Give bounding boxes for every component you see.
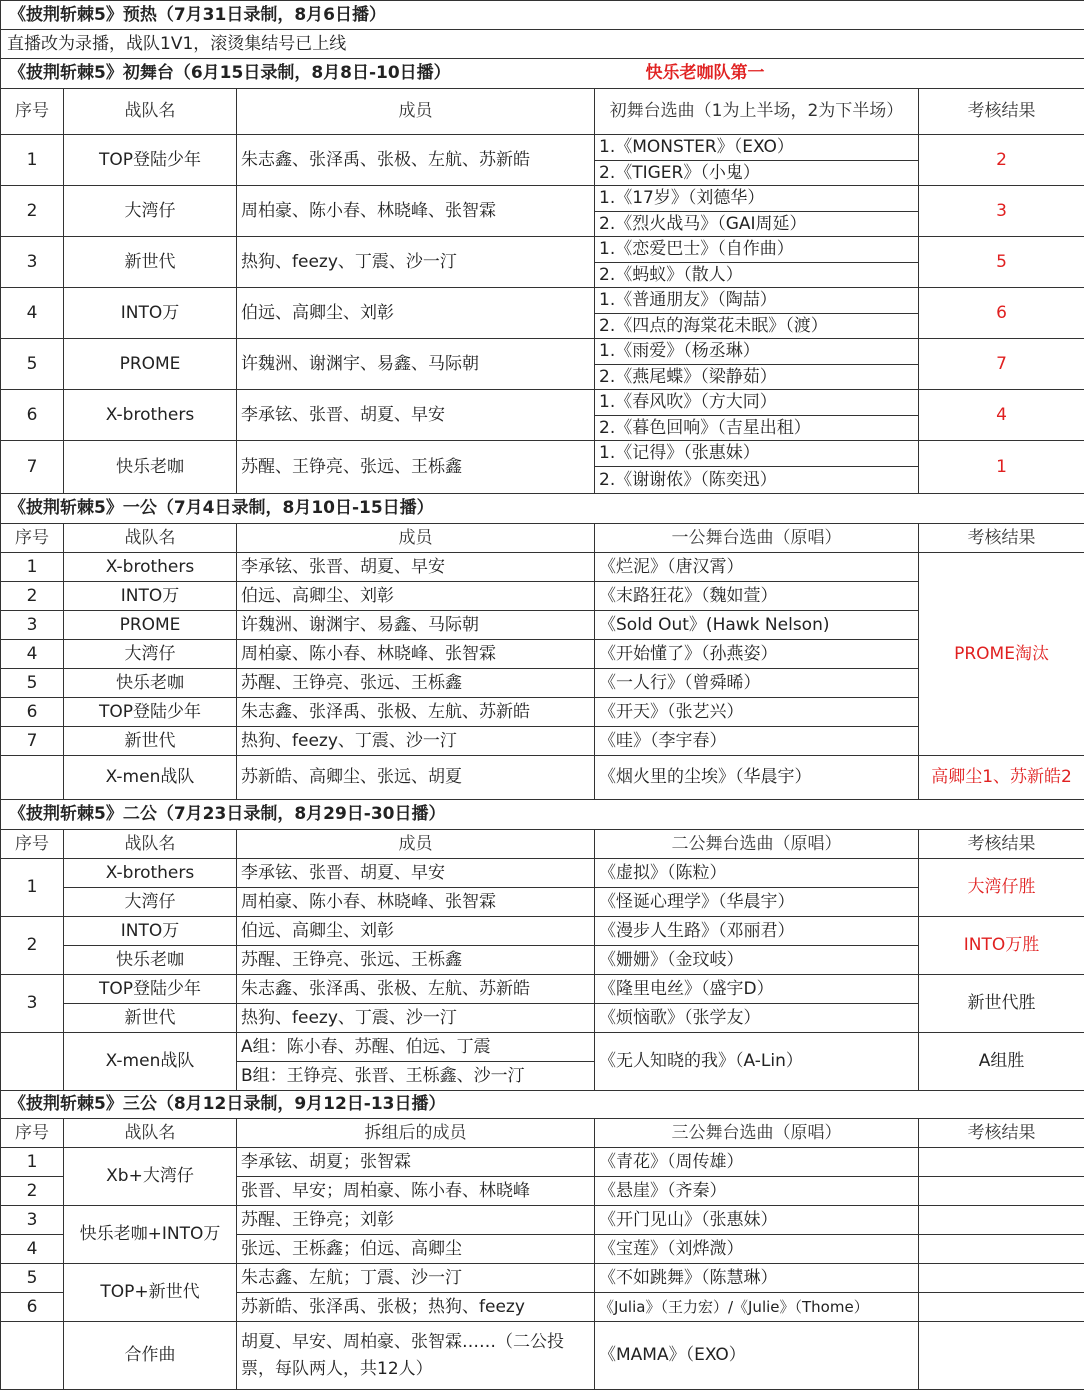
team-name: INTO万: [64, 582, 237, 611]
members: 伯远、高卿尘、刘彰: [237, 288, 595, 339]
song: 《Julia》（王力宏）/《Julie》（Thome）: [595, 1293, 919, 1322]
result: [919, 1235, 1084, 1264]
team-name: INTO万: [64, 288, 237, 339]
members: 李承铉、张晋、胡夏、早安: [237, 553, 595, 582]
song: 《宝莲》（刘烨溦）: [595, 1235, 919, 1264]
result: 大湾仔胜: [919, 859, 1084, 917]
result: PROME淘汰: [919, 553, 1084, 756]
column-header: 初舞台选曲（1为上半场，2为下半场）: [595, 89, 919, 135]
result: 4: [919, 390, 1084, 441]
row-number: 6: [1, 698, 64, 727]
song: 《开天》（张艺兴）: [595, 698, 919, 727]
members: 伯远、高卿尘、刘彰: [237, 917, 595, 946]
team-name: TOP登陆少年: [64, 975, 237, 1004]
row-number: 3: [1, 975, 64, 1033]
song-first-half: 1.《雨爱》（杨丞琳）: [595, 339, 918, 364]
column-header: 序号: [1, 830, 64, 859]
song-first-half: 1.《MONSTER》（EXO）: [595, 135, 918, 160]
section-title-text: 《披荆斩棘5》初舞台（6月15日录制，8月8日-10日播）: [9, 63, 451, 83]
team-name: 大湾仔: [64, 186, 237, 237]
members: 苏新皓、张泽禹、张极；热狗、feezy: [237, 1293, 595, 1322]
team-name: 合作曲: [64, 1322, 237, 1390]
song: 《不如跳舞》（陈慧琳）: [595, 1264, 919, 1293]
column-header: 拆组后的成员: [237, 1119, 595, 1148]
row-number: 6: [1, 1293, 64, 1322]
column-header: 战队名: [64, 830, 237, 859]
song-first-half: 1.《普通朋友》（陶喆）: [595, 288, 918, 313]
song: 《一人行》（曾舜晞）: [595, 669, 919, 698]
team-name: X-brothers: [64, 390, 237, 441]
column-header: 考核结果: [919, 1119, 1084, 1148]
song: 《末路狂花》（魏如萱）: [595, 582, 919, 611]
members: 朱志鑫、左航；丁震、沙一汀: [237, 1264, 595, 1293]
column-header: 三公舞台选曲（原唱）: [595, 1119, 919, 1148]
highlight-text: 快乐老咖队第一: [646, 65, 765, 82]
members: 热狗、feezy、丁震、沙一汀: [237, 237, 595, 288]
members: 李承铉、张晋、胡夏、早安: [237, 390, 595, 441]
song-second-half: 2.《烈火战马》（GAI周延）: [595, 211, 918, 236]
row-number: 2: [1, 917, 64, 975]
column-header: 成员: [237, 524, 595, 553]
members: 周柏豪、陈小春、林晓峰、张智霖: [237, 186, 595, 237]
song-cell: [595, 288, 919, 339]
members: 李承铉、胡夏；张智霖: [237, 1148, 595, 1177]
song-second-half: 2.《暮色回响》（吉星出租）: [595, 415, 918, 440]
team-name: 快乐老咖: [64, 441, 237, 494]
song: 《烦恼歌》（张学友）: [595, 1004, 919, 1033]
row-number: 1: [1, 553, 64, 582]
team-name: X-men战队: [64, 1033, 237, 1091]
column-header: 序号: [1, 524, 64, 553]
song: 《Sold Out》(Hawk Nelson): [595, 611, 919, 640]
song: 《开始懂了》（孙燕姿）: [595, 640, 919, 669]
row-number: 1: [1, 135, 64, 186]
members: 朱志鑫、张泽禹、张极、左航、苏新皓: [237, 135, 595, 186]
song-first-half: 1.《恋爱巴士》（自作曲）: [595, 237, 918, 262]
members: 周柏豪、陈小春、林晓峰、张智霖: [237, 640, 595, 669]
result: 新世代胜: [919, 975, 1084, 1033]
column-header: 战队名: [64, 89, 237, 135]
song-cell: [595, 237, 919, 288]
row-number: 2: [1, 186, 64, 237]
section-title: 《披荆斩棘5》二公（7月23日录制，8月29日-30日播）: [1, 800, 1084, 830]
result: [919, 1264, 1084, 1293]
song: 《怪诞心理学》（华晨宇）: [595, 888, 919, 917]
song: 《青花》（周传雄）: [595, 1148, 919, 1177]
row-number: 7: [1, 727, 64, 756]
song: 《开门见山》（张惠妹）: [595, 1206, 919, 1235]
team-name: X-men战队: [64, 756, 237, 800]
song-first-half: 1.《17岁》（刘德华）: [595, 186, 918, 211]
column-header: 战队名: [64, 524, 237, 553]
members: 朱志鑫、张泽禹、张极、左航、苏新皓: [237, 698, 595, 727]
members: 张远、王栎鑫；伯远、高卿尘: [237, 1235, 595, 1264]
members: 伯远、高卿尘、刘彰: [237, 582, 595, 611]
row-number: 7: [1, 441, 64, 494]
members: 李承铉、张晋、胡夏、早安: [237, 859, 595, 888]
row-number: 5: [1, 669, 64, 698]
team-name: TOP+新世代: [64, 1264, 237, 1322]
team-name: 新世代: [64, 727, 237, 756]
members: 胡夏、早安、周柏豪、张智霖……（二公投票，每队两人，共12人）: [237, 1322, 595, 1390]
members: 周柏豪、陈小春、林晓峰、张智霖: [237, 888, 595, 917]
members-group-a: A组：陈小春、苏醒、伯远、丁震: [237, 1033, 595, 1062]
team-name: TOP登陆少年: [64, 698, 237, 727]
row-number: 5: [1, 339, 64, 390]
song-first-half: 1.《春风吹》（方大同）: [595, 390, 918, 415]
result: [919, 1148, 1084, 1177]
column-header: 序号: [1, 1119, 64, 1148]
team-name: PROME: [64, 339, 237, 390]
song: 《无人知晓的我》（A-Lin）: [595, 1033, 919, 1091]
members: 苏醒、王铮亮、张远、王栎鑫: [237, 946, 595, 975]
result: 1: [919, 441, 1084, 494]
result: 7: [919, 339, 1084, 390]
result: 3: [919, 186, 1084, 237]
song-cell: [595, 390, 919, 441]
song: 《漫步人生路》（邓丽君）: [595, 917, 919, 946]
row-number: 6: [1, 390, 64, 441]
row-number: 4: [1, 640, 64, 669]
team-name: PROME: [64, 611, 237, 640]
column-header: 一公舞台选曲（原唱）: [595, 524, 919, 553]
song-cell: [595, 441, 919, 494]
song: 《烂泥》（唐汉霄）: [595, 553, 919, 582]
row-number: 4: [1, 288, 64, 339]
team-name: 快乐老咖+INTO万: [64, 1206, 237, 1264]
members: 张晋、早安；周柏豪、陈小春、林晓峰: [237, 1177, 595, 1206]
song-second-half: 2.《蚂蚁》（散人）: [595, 262, 918, 287]
row-number: 1: [1, 859, 64, 917]
row-number: 3: [1, 611, 64, 640]
column-header: 战队名: [64, 1119, 237, 1148]
song: 《隆里电丝》（盛宇D）: [595, 975, 919, 1004]
row-number: 3: [1, 237, 64, 288]
row-number: [1, 1322, 64, 1390]
result: 高卿尘1、苏新皓2: [919, 756, 1084, 800]
team-name: 大湾仔: [64, 640, 237, 669]
song-second-half: 2.《谢谢侬》（陈奕迅）: [595, 466, 918, 493]
song-cell: [595, 135, 919, 186]
song-cell: [595, 339, 919, 390]
members-group-b: B组：王铮亮、张晋、王栎鑫、沙一汀: [237, 1062, 595, 1091]
result: 5: [919, 237, 1084, 288]
members: 苏新皓、高卿尘、张远、胡夏: [237, 756, 595, 800]
song: 《哇》（李宇春）: [595, 727, 919, 756]
members: 朱志鑫、张泽禹、张极、左航、苏新皓: [237, 975, 595, 1004]
row-number: 5: [1, 1264, 64, 1293]
column-header: 二公舞台选曲（原唱）: [595, 830, 919, 859]
row-number: 1: [1, 1148, 64, 1177]
section-title: [1, 59, 1084, 89]
team-name: 新世代: [64, 237, 237, 288]
row-number: [1, 1033, 64, 1091]
song-first-half: 1.《记得》（张惠妹）: [595, 441, 918, 466]
members: 苏醒、王铮亮、张远、王栎鑫: [237, 669, 595, 698]
song-second-half: 2.《四点的海棠花未眠》（渡）: [595, 313, 918, 338]
section-title: 《披荆斩棘5》预热（7月31日录制，8月6日播）: [1, 1, 1084, 30]
column-header: 考核结果: [919, 89, 1084, 135]
team-name: 大湾仔: [64, 888, 237, 917]
members: 热狗、feezy、丁震、沙一汀: [237, 727, 595, 756]
result: 6: [919, 288, 1084, 339]
team-name: X-brothers: [64, 553, 237, 582]
result: [919, 1177, 1084, 1206]
members: 许魏洲、谢渊宇、易鑫、马际朝: [237, 339, 595, 390]
song: 《姗姗》（金玟岐）: [595, 946, 919, 975]
team-name: Xb+大湾仔: [64, 1148, 237, 1206]
team-name: X-brothers: [64, 859, 237, 888]
column-header: 考核结果: [919, 830, 1084, 859]
row-number: 4: [1, 1235, 64, 1264]
row-number: 2: [1, 1177, 64, 1206]
row-number: [1, 756, 64, 800]
members: 许魏洲、谢渊宇、易鑫、马际朝: [237, 611, 595, 640]
column-header: 成员: [237, 89, 595, 135]
team-name: TOP登陆少年: [64, 135, 237, 186]
row-number: 3: [1, 1206, 64, 1235]
section-title: 《披荆斩棘5》一公（7月4日录制，8月10日-15日播）: [1, 494, 1084, 524]
column-header: 序号: [1, 89, 64, 135]
team-name: 新世代: [64, 1004, 237, 1033]
members: 苏醒、王铮亮、张远、王栎鑫: [237, 441, 595, 494]
result: INTO万胜: [919, 917, 1084, 975]
members: 苏醒、王铮亮；刘彰: [237, 1206, 595, 1235]
song: 《烟火里的尘埃》（华晨宇）: [595, 756, 919, 800]
result: A组胜: [919, 1033, 1084, 1091]
result: 2: [919, 135, 1084, 186]
section-title: 《披荆斩棘5》三公（8月12日录制，9月12日-13日播）: [1, 1091, 1084, 1119]
song-cell: [595, 186, 919, 237]
result: [919, 1293, 1084, 1322]
song-second-half: 2.《燕尾蝶》（梁静茹）: [595, 364, 918, 389]
song: 《MAMA》（EXO）: [595, 1322, 919, 1390]
column-header: 考核结果: [919, 524, 1084, 553]
result: [919, 1322, 1084, 1390]
team-name: INTO万: [64, 917, 237, 946]
column-header: 成员: [237, 830, 595, 859]
song: 《虚拟》（陈粒）: [595, 859, 919, 888]
team-name: 快乐老咖: [64, 669, 237, 698]
section-note: 直播改为录播，战队1V1，滚烫集结号已上线: [1, 30, 1084, 59]
result: [919, 1206, 1084, 1235]
members: 热狗、feezy、丁震、沙一汀: [237, 1004, 595, 1033]
team-name: 快乐老咖: [64, 946, 237, 975]
row-number: 2: [1, 582, 64, 611]
song: 《悬崖》（齐秦）: [595, 1177, 919, 1206]
song-second-half: 2.《TIGER》（小鬼）: [595, 160, 918, 185]
